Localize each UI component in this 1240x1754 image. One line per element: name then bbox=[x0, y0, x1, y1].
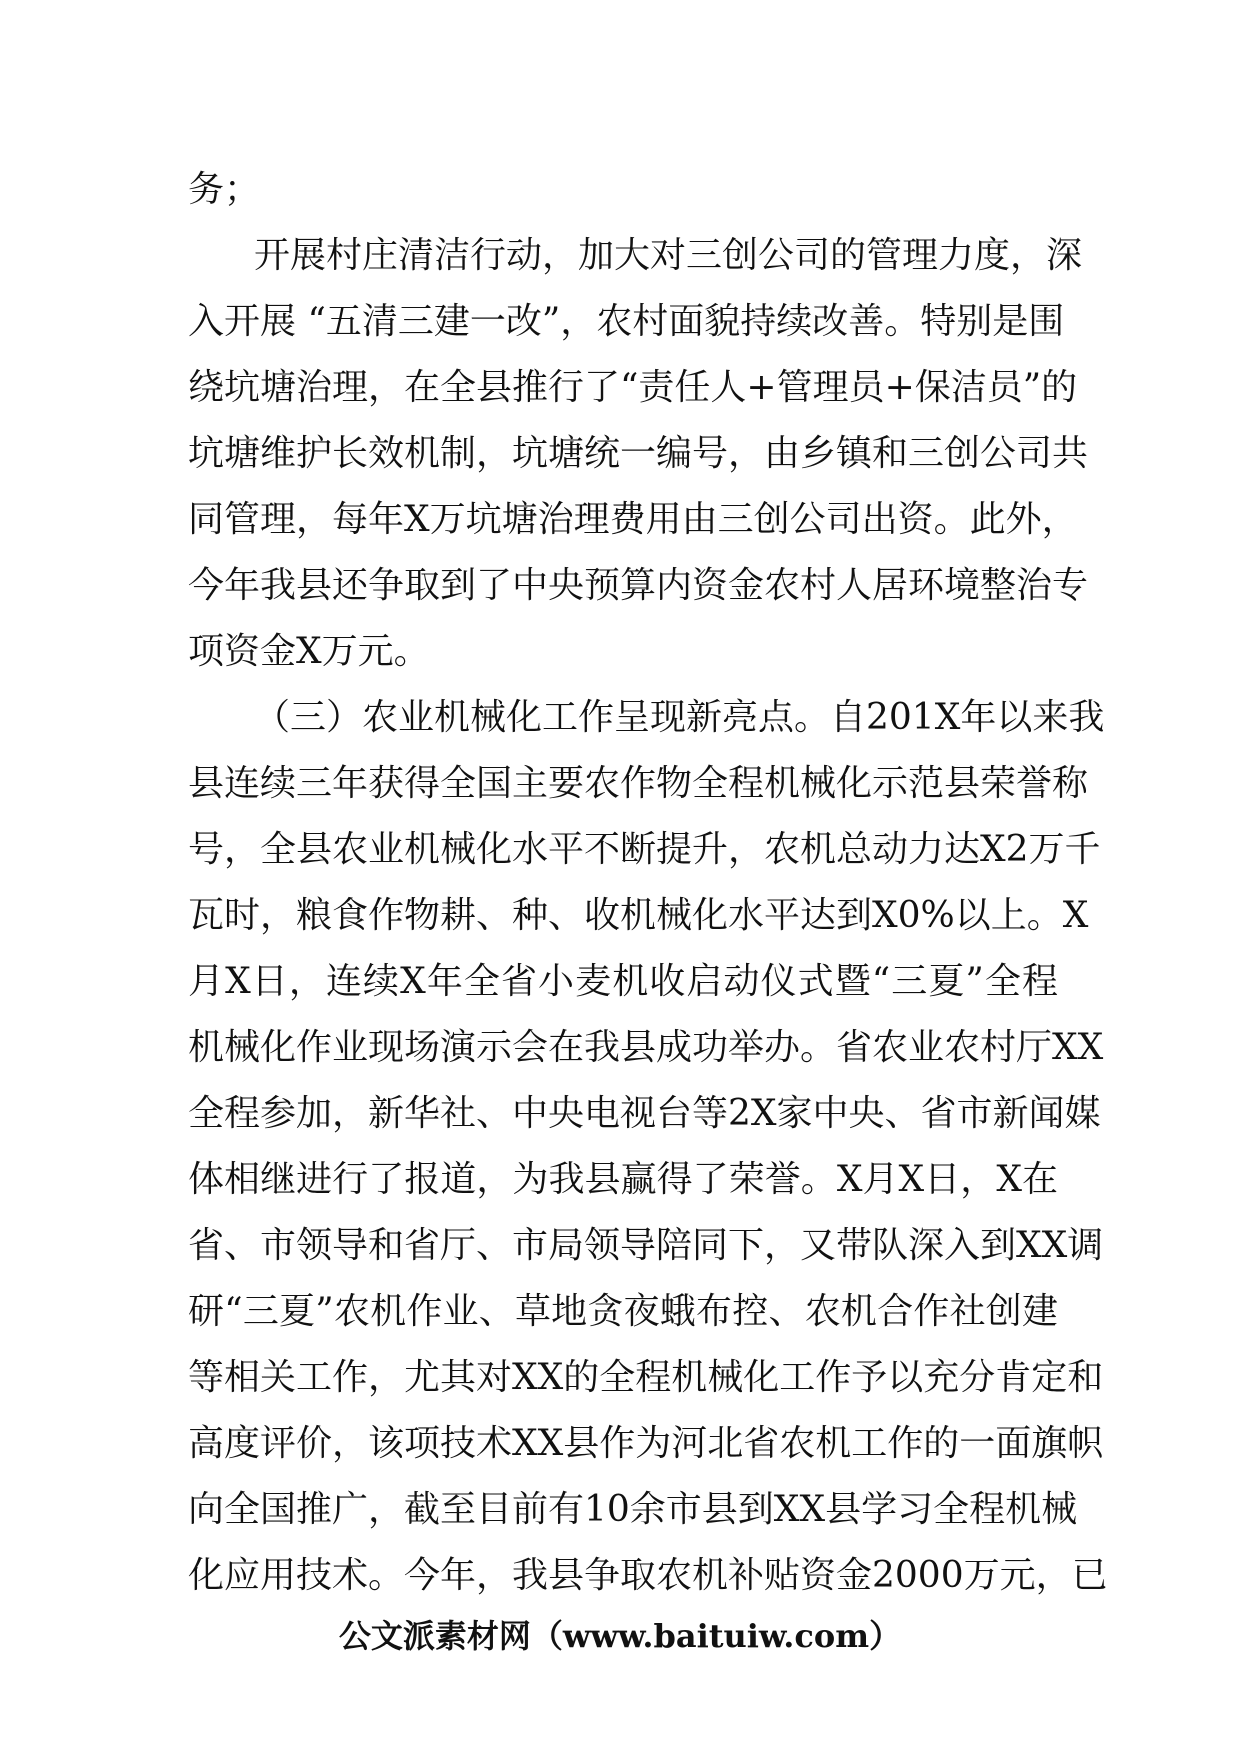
text-line: 全程参加，新华社、中央电视台等2X家中央、省市新闻媒 bbox=[188, 1093, 1101, 1134]
text-line: 坑塘维护长效机制，坑塘统一编号，由乡镇和三创公司共 bbox=[188, 433, 1089, 474]
text-line: 高度评价，该项技术XX县作为河北省农机工作的一面旗帜 bbox=[188, 1423, 1104, 1464]
text-line: 月X日，连续X年全省小麦机收启动仪式暨“三夏”全程 bbox=[188, 961, 1058, 1002]
text-line: 同管理，每年X万坑塘治理费用由三创公司出资。此外， bbox=[188, 499, 1078, 540]
text-line: 体相继进行了报道，为我县赢得了荣誉。X月X日，X在 bbox=[188, 1159, 1058, 1200]
paragraph-first-line: 开展村庄清洁行动，加大对三创公司的管理力度，深 bbox=[254, 235, 1083, 276]
text-line: 绕坑塘治理，在全县推行了“责任人+管理员+保洁员”的 bbox=[188, 367, 1078, 408]
text-line: 化应用技术。今年，我县争取农机补贴资金2000万元，已 bbox=[188, 1555, 1108, 1596]
text-line: 省、市领导和省厅、市局领导陪同下，又带队深入到XX调 bbox=[188, 1225, 1104, 1266]
text-line: 务； bbox=[188, 169, 261, 210]
footer-source-credit: 公文派素材网（www.baituiw.com） bbox=[338, 1617, 902, 1655]
text-line: 研“三夏”农机作业、草地贪夜蛾布控、农机合作社创建 bbox=[188, 1291, 1058, 1332]
section-heading-line: （三）农业机械化工作呈现新亮点。自201X年以来我 bbox=[254, 697, 1105, 738]
text-line: 今年我县还争取到了中央预算内资金农村人居环境整治专 bbox=[188, 565, 1089, 606]
text-line: 县连续三年获得全国主要农作物全程机械化示范县荣誉称 bbox=[188, 763, 1089, 804]
text-line: 等相关工作，尤其对XX的全程机械化工作予以充分肯定和 bbox=[188, 1357, 1104, 1398]
text-line: 向全国推广，截至目前有10余市县到XX县学习全程机械 bbox=[188, 1489, 1078, 1530]
text-line: 机械化作业现场演示会在我县成功举办。省农业农村厅XX bbox=[188, 1027, 1104, 1068]
text-line: 号，全县农业机械化水平不断提升，农机总动力达X2万千 bbox=[188, 829, 1101, 870]
text-line: 瓦时，粮食作物耕、种、收机械化水平达到X0%以上。X bbox=[188, 895, 1089, 936]
text-line: 项资金X万元。 bbox=[188, 631, 430, 672]
text-line: 入开展 “五清三建一改”，农村面貌持续改善。特别是围 bbox=[188, 301, 1065, 342]
